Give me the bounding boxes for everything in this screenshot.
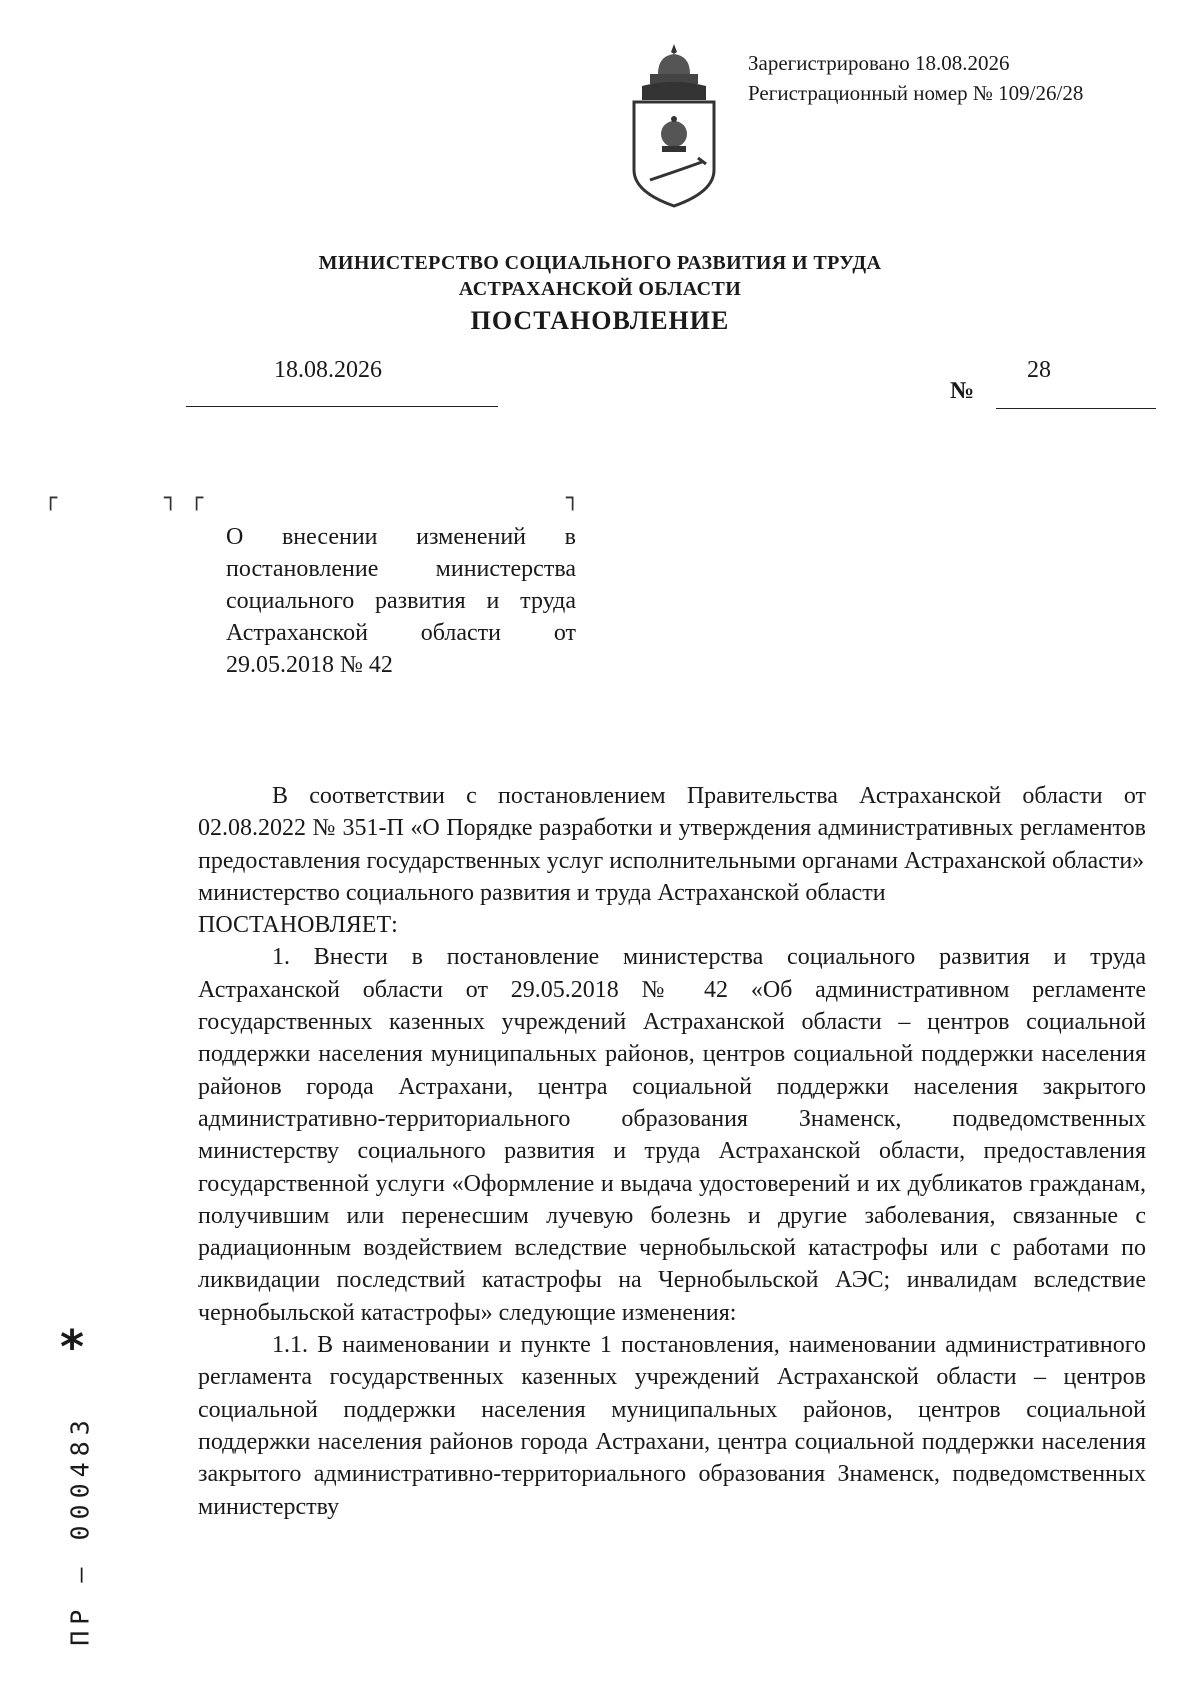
item-1-paragraph: 1. Внести в постановление министерства социального развития и труда Астраханской области от 29.05.2018 № 42 «Об административном регламенте государственных казенных учреждений Астраханской области – центров социальной поддержки населения муниципальных районов, центров социальной поддержки населения районов города Астрахани, центра социальной поддержки населения закрытого административно-территориального образования Знаменск, подведомственных министерству социального развития и труда Астраханской области, предоставления государственной услуги «Оформление и выдача удостоверений и их дубликатов гражданам, получившим или перенесшим лучевую болезнь и другие заболевания, связанные с радиационным воздействием вследствие чернобыльской катастрофы или с работами по ликвидации последствий катастрофы на Чернобыльской АЭС; инвалидам вследствие чернобыльской катастрофы» следующие изменения: (198, 944, 1146, 1326)
registration-date: Зарегистрировано 18.08.2026 (748, 51, 1010, 75)
number-sign: № (950, 378, 975, 404)
ministry-name-line1: МИНИСТЕРСТВО СОЦИАЛЬНОГО РАЗВИТИЯ И ТРУДА (318, 252, 882, 274)
document-subject: О внесении изменений в постановление министерства социального развития и труда Астраханской области от 29.05.2018 № 42 (226, 524, 576, 678)
document-code-vertical: ПР – 000483 (65, 1414, 95, 1646)
registration-stamp (748, 48, 1083, 108)
corner-mark-top-right: ┐ (164, 486, 178, 511)
actor-line: министерство социального развития и труда Астраханской области (198, 879, 886, 906)
decree-word: ПОСТАНОВЛЯЕТ: (198, 912, 398, 939)
corner-mark-top-left: ┌ (44, 486, 58, 511)
ministry-name (0, 250, 1200, 302)
document-date: 18.08.2026 (274, 357, 382, 383)
document-number: 28 (1027, 357, 1051, 383)
ministry-name-line2: АСТРАХАНСКОЙ ОБЛАСТИ (458, 278, 742, 300)
corner-mark-top-right: ┐ (566, 486, 580, 511)
document-body (198, 780, 1146, 1523)
preamble-paragraph: В соответствии с постановлением Правительства Астраханской области от 02.08.2022 № 351-П «О Порядке разработки и утверждения административных регламентов предоставления государственных услуг исполнительными органами Астраханской области» (198, 783, 1146, 874)
number-underline (996, 408, 1156, 409)
coat-of-arms-icon (628, 42, 720, 210)
corner-mark-top-left: ┌ (190, 486, 204, 511)
item-1-1-paragraph: 1.1. В наименовании и пункте 1 постановления, наименовании административного регламента государственных казенных учреждений Астраханской области – центров социальной поддержки населения муниципальных районов, центров социальной поддержки населения районов города Астрахани, центра социальной поддержки населения закрытого административно-территориального образования Знаменск, подведомственных министерству (198, 1332, 1146, 1520)
registration-number: Регистрационный номер № 109/26/28 (748, 81, 1084, 105)
document-type: ПОСТАНОВЛЕНИЕ (470, 306, 730, 335)
asterisk-mark: * (60, 1320, 85, 1374)
date-underline (186, 406, 498, 407)
